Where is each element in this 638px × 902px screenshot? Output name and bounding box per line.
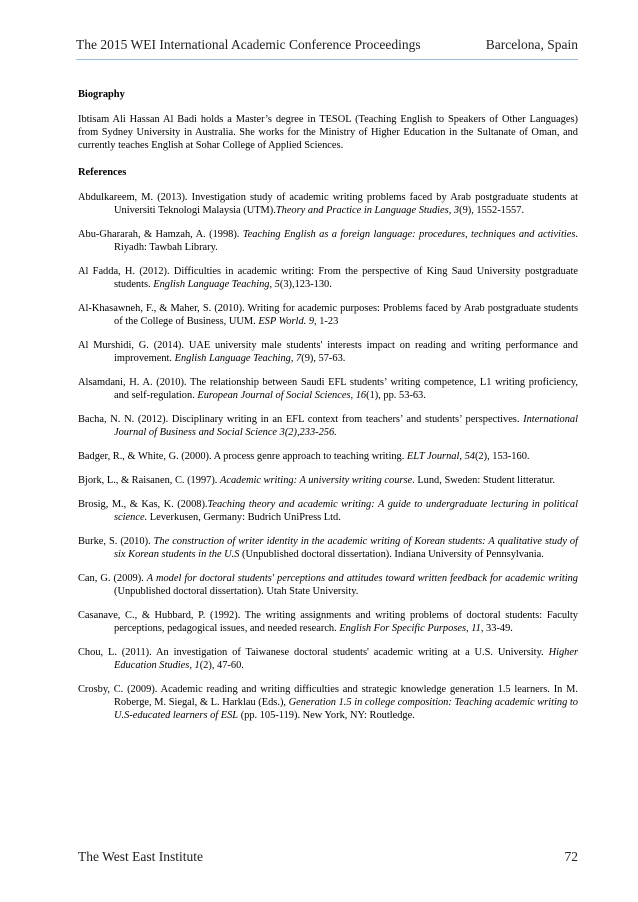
reference-text: (Unpublished doctoral dissertation). Utah State University. [114,586,359,597]
references-heading: References [78,167,127,178]
reference-italic-text: ESP World. 9 [258,316,315,327]
biography-heading: Biography [78,89,125,100]
reference-text: Al Murshidi, G. (2014). UAE university male students' interests impact on reading and writing performance and improvement. [78,340,578,364]
reference-entry [78,413,578,439]
reference-italic-text: Theory and Practice in Language Studies, 3 [275,205,460,216]
page-number: 72 [564,849,578,864]
reference-text: Leverkusen, Germany: Budrich UniPress Ltd. [147,512,341,523]
reference-text: (3),123-130. [279,279,332,290]
reference-entry [78,646,578,672]
running-header [76,37,578,57]
reference-italic-text: 54 [464,451,475,462]
reference-entry [78,265,578,291]
reference-text: Casanave, C., & Hubbard, P. (1992). The writing assignments and writing problems of doctoral students: Faculty perceptions, pedagogical issues, and needed research. [78,610,578,634]
reference-italic-text: International Journal of Business and Social Science 3(2),233-256. [114,414,578,438]
reference-italic-text: English Language Teaching, 5 [153,279,280,290]
reference-entry [78,474,578,487]
reference-entry [78,572,578,598]
reference-text: Alsamdani, H. A. (2010). The relationship between Saudi EFL students’ writing competence, L1 writing proficiency, and self-regulation. [78,377,578,401]
reference-text: , 33-49. [480,623,513,634]
reference-entry [78,683,578,722]
reference-italic-text: European Journal of Social Sciences, 16 [197,390,367,401]
reference-text: Can, G. (2009). [78,573,147,584]
reference-italic-text: Teaching English as a foreign language: procedures, techniques and activities [242,229,576,240]
reference-text: Badger, R., & White, G. (2000). A process genre approach to teaching writing. [78,451,407,462]
reference-entry [78,450,578,463]
reference-entry [78,302,578,328]
reference-text: , 1-23 [314,316,339,327]
reference-italic-text: Teaching theory and academic writing: A guide to undergraduate lecturing in political science. [114,499,578,523]
reference-entry [78,498,578,524]
header-divider [76,59,578,60]
reference-entry [78,535,578,561]
header-location: Barcelona, Spain [485,37,578,52]
biography-text: Ibtisam Ali Hassan Al Badi holds a Master’s degree in TESOL (Teaching English to Speakers of Other Languages) from Sydney University in Australia. She works for the Ministry of Higher Education in the Sultanate of Oman, and currently teaches English at Sohar College of Applied Sciences. [78,114,578,151]
reference-text: (pp. 105-119). New York, NY: Routledge. [238,710,415,721]
reference-entry [78,228,578,254]
reference-text: (Unpublished doctoral dissertation). Indiana University of Pennsylvania. [239,549,544,560]
reference-text: (2), 153-160. [474,451,530,462]
reference-italic-text: ELT Journal [406,451,460,462]
reference-text: Al-Khasawneh, F., & Maher, S. (2010). Writing for academic purposes: Problems faced by Arab postgraduate students of the College of Business, UUM. [78,303,578,327]
reference-italic-text: 11 [471,623,481,634]
reference-text: Chou, L. (2011). An investigation of Taiwanese doctoral students' academic writing at a U.S. University. [78,647,549,658]
reference-italic-text: The construction of writer identity in the academic writing of Korean students: A qualitative study of six Korean students in the U.S [114,536,578,560]
reference-italic-text: Academic writing: A university writing course [220,475,413,486]
header-title: The 2015 WEI International Academic Conference Proceedings [76,37,421,52]
reference-text: Bjork, L., & Raisanen, C. (1997). [78,475,220,486]
reference-entry [78,339,578,365]
reference-text: Burke, S. (2010). [78,536,154,547]
reference-text: (9), 57-63. [301,353,346,364]
reference-text: , [466,623,472,634]
reference-text: Al Fadda, H. (2012). Difficulties in academic writing: From the perspective of King Saud University postgraduate students. [78,266,578,290]
reference-entry [78,376,578,402]
reference-text: Abu-Ghararah, & Hamzah, A. (1998). [78,229,243,240]
reference-text: (9), 1552-1557. [459,205,525,216]
reference-text: (1), pp. 53-63. [366,390,426,401]
reference-text: (2), 47-60. [199,660,244,671]
reference-text: Crosby, C. (2009). Academic reading and writing difficulties and strategic knowledge generation 1.5 learners. In M. Roberge, M. Siegal, & L. Harklau (Eds.), [78,684,578,708]
reference-entry [78,191,578,217]
reference-text: . Lund, Sweden: Student litteratur. [412,475,555,486]
reference-text: Abdulkareem, M. (2013). Investigation study of academic writing problems faced by Arab postgraduate students at Universiti Teknologi Malaysia (UTM). [78,192,578,216]
reference-text: , [459,451,465,462]
reference-text: Brosig, M., & Kas, K. (2008). [78,499,208,510]
reference-list [78,191,578,722]
page-body [78,88,578,733]
footer-institute: The West East Institute [78,849,204,864]
reference-entry [78,609,578,635]
reference-italic-text: A model for doctoral students' perceptions and attitudes toward written feedback for academic writing [146,573,578,584]
reference-text: Bacha, N. N. (2012). Disciplinary writing in an EFL context from teachers’ and students’ perspectives. [78,414,524,425]
reference-italic-text: English For Specific Purposes [339,623,467,634]
reference-text: . Riyadh: Tawbah Library. [114,229,578,253]
reference-italic-text: English Language Teaching, 7 [174,353,302,364]
reference-italic-text: Generation 1.5 in college composition: Teaching academic writing to U.S-educated learners of ESL [114,697,578,721]
reference-italic-text: Higher Education Studies, 1 [114,647,578,671]
